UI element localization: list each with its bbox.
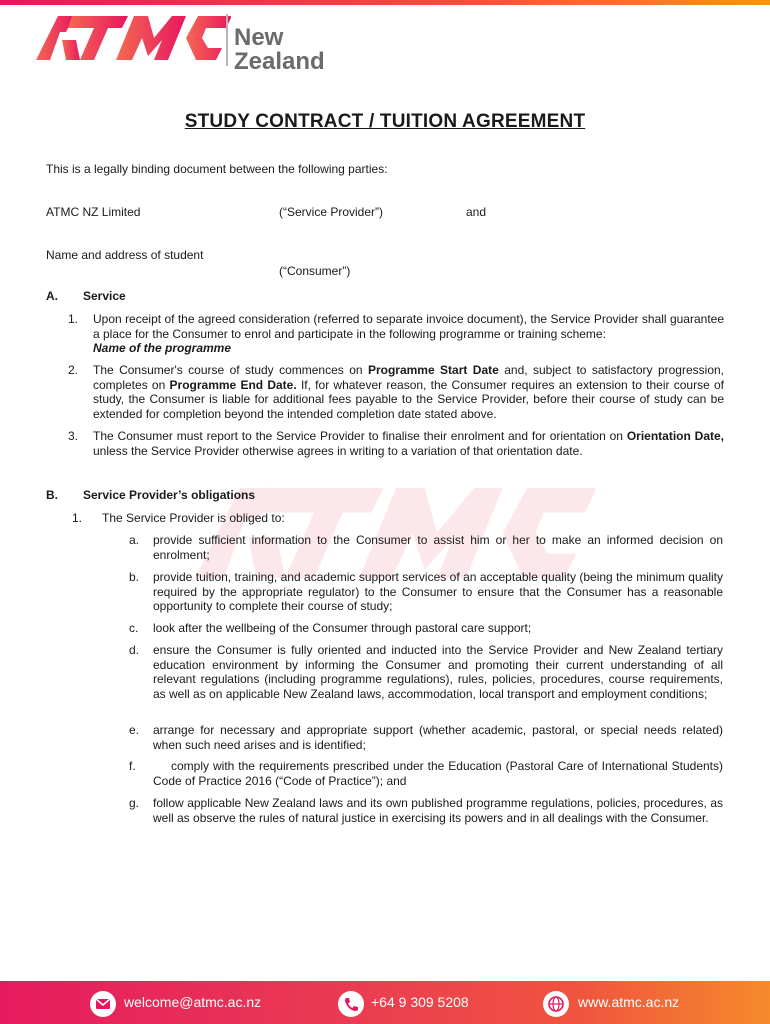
atmc-logo	[36, 12, 356, 75]
envelope-icon	[90, 991, 116, 1017]
document-title: STUDY CONTRACT / TUITION AGREEMENT	[184, 111, 586, 132]
logo-line-new: New	[234, 24, 284, 51]
section-b-letter: B.	[46, 488, 58, 502]
clause-a3	[93, 429, 724, 458]
clause-a2-text-1: The Consumer's course of study commences on	[93, 363, 368, 377]
and-label: and	[466, 205, 487, 219]
globe-icon	[543, 991, 569, 1017]
section-a-letter: A.	[46, 289, 58, 303]
clause-a3-text-2: unless the Service Provider otherwise agrees in writing to a variation of that orientation date.	[93, 443, 583, 458]
subitem-b-letter: b.	[129, 570, 140, 584]
subitem-g-text: follow applicable New Zealand laws and its own published programme regulations, policies, procedures, as well as observe the rules of natural justice in exercising its powers and in all dealings with the Consumer.	[153, 796, 723, 825]
subitem-c-text: look after the wellbeing of the Consumer through pastoral care support;	[153, 621, 532, 635]
footer-phone-link[interactable]: +64 9 309 5208	[371, 994, 469, 1010]
logo-wordmark	[234, 26, 325, 74]
subitem-b-text: provide tuition, training, and academic support services of an acceptable quality (being the minimum quality required by the appropriate regulator) to the Consumer to ensure that the Consumer has a reasonable opportunity to complete their course of study;	[153, 570, 723, 613]
section-a-heading: Service	[83, 289, 126, 303]
clause-a1	[93, 312, 724, 356]
clause-a3-number: 3.	[68, 429, 79, 443]
footer-email-link[interactable]: welcome@atmc.ac.nz	[124, 994, 262, 1010]
subitem-g-letter: g.	[129, 796, 140, 810]
subitem-d-letter: d.	[129, 643, 140, 657]
subitem-a-text: provide sufficient information to the Consumer to assist him or her to make an informed decision on enrolment;	[153, 533, 723, 562]
clause-a3-text-1: The Consumer must report to the Service Provider to finalise their enrolment and for orientation on	[93, 429, 627, 443]
programme-start-date: Programme Start Date	[367, 363, 499, 377]
subitem-d-text: ensure the Consumer is fully oriented and inducted into the Service Provider and New Zealand tertiary education environment by informing the Consumer and promoting their current understanding of all relevant regulations (including programme regulations), rules, policies, procedures, course requirements, as well as on applicable New Zealand laws, accommodation, local transport and employment conditions;	[153, 643, 723, 701]
phone-icon	[338, 991, 364, 1017]
subitem-f-letter: f.	[129, 759, 136, 773]
logo-line-zealand: Zealand	[234, 48, 325, 75]
party2-label: Name and address of student	[46, 248, 204, 262]
top-accent-bar	[0, 0, 770, 5]
subitem-e-text: arrange for necessary and appropriate support (whether academic, pastoral, or special needs related) when such need arises and is identified;	[153, 723, 723, 752]
intro-text: This is a legally binding document between the following parties:	[46, 162, 388, 176]
orientation-date: Orientation Date,	[626, 429, 725, 443]
clause-a2	[93, 363, 724, 421]
clause-b1-text: The Service Provider is obliged to:	[102, 511, 285, 525]
logo-divider	[226, 14, 228, 66]
section-b-heading: Service Provider’s obligations	[83, 488, 256, 502]
programme-name: Name of the programme	[93, 341, 232, 355]
subitem-a-letter: a.	[129, 533, 140, 547]
clause-a2-text-3: If, for whatever reason, the Consumer requires an extension to their course of study, the Consumer is liable for additional fees payable to the Service Provider, before their course of study can be extended for completion beyond the intended completion date stated above.	[93, 377, 724, 421]
footer-website-link[interactable]: www.atmc.ac.nz	[578, 994, 680, 1010]
subitem-e-letter: e.	[129, 723, 140, 737]
subitem-f-text: comply with the requirements prescribed under the Education (Pastoral Care of International Students) Code of Practice 2016 (“Code of Practice”); and	[153, 759, 723, 788]
subitem-c-letter: c.	[129, 621, 139, 635]
party1-role: (“Service Provider”)	[279, 205, 384, 219]
clause-a2-number: 2.	[68, 363, 79, 377]
clause-a1-number: 1.	[68, 312, 79, 326]
clause-b1-number: 1.	[72, 511, 83, 525]
clause-a1-text: Upon receipt of the agreed consideration (referred to separate invoice document), the Service Provider shall guarantee a place for the Consumer to enrol and participate in the following programme or training scheme:	[93, 312, 724, 341]
party1-name: ATMC NZ Limited	[46, 205, 141, 219]
contact-footer	[0, 981, 770, 1024]
party2-role: (“Consumer”)	[279, 264, 351, 278]
atmc-logo-mark	[36, 12, 231, 62]
programme-end-date: Programme End Date.	[169, 377, 297, 392]
clause-a2-text-2: and, subject to satisfactory progression, completes on	[93, 363, 724, 392]
